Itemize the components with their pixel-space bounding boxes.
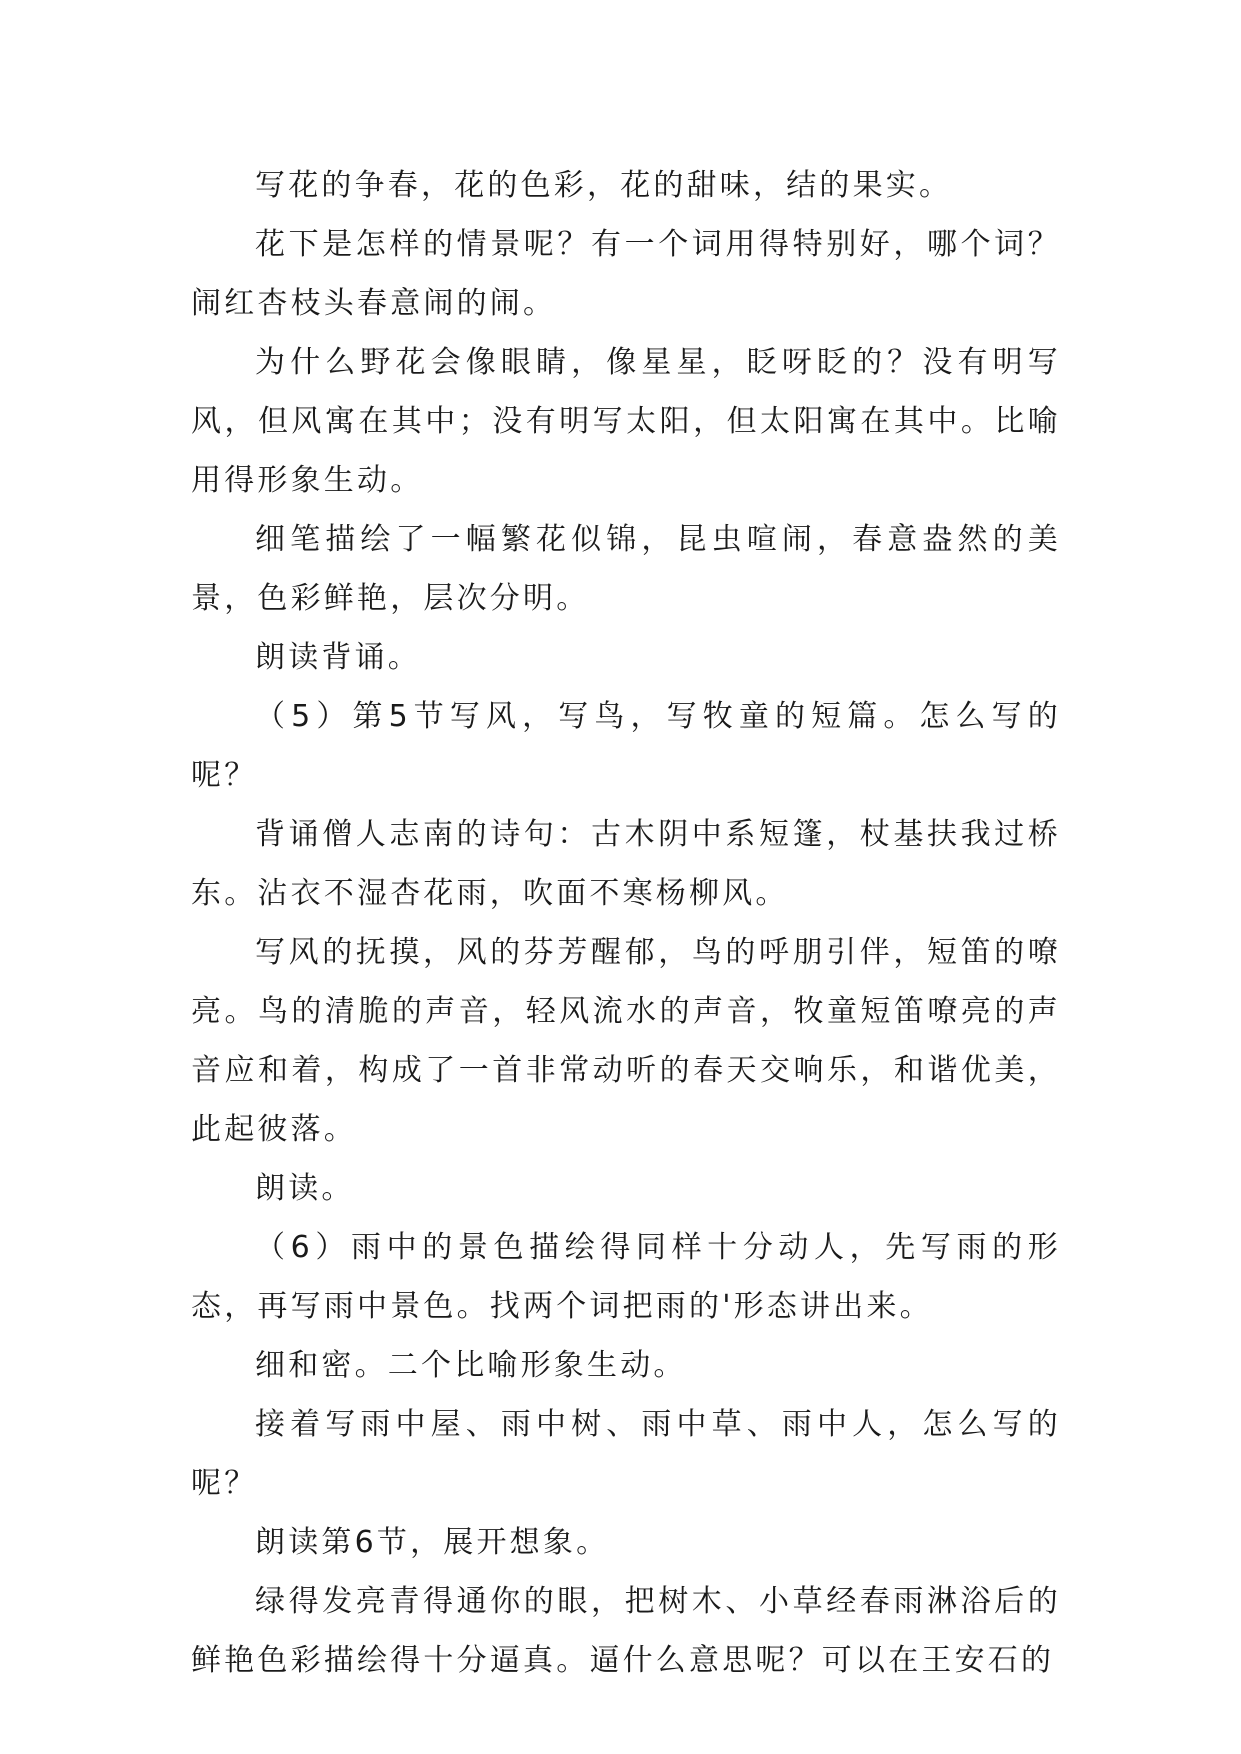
paragraph-section-5: （5）第5节写风，写鸟，写牧童的短篇。怎么写的呢？ [191, 699, 1061, 793]
paragraph-recite: 朗读背诵。 [255, 640, 421, 675]
paragraph-poem: 背诵僧人志南的诗句：古木阴中系短篷，杖基扶我过桥东。沾衣不湿杏花雨，吹面不寒杨柳风。 [191, 817, 1061, 911]
document-body [191, 156, 1061, 1690]
paragraph-fine-brush: 细笔描绘了一幅繁花似锦，昆虫喧闹，春意盎然的美景，色彩鲜艳，层次分明。 [191, 522, 1061, 616]
paragraph-wind-birds: 写风的抚摸，风的芬芳醒郁，鸟的呼朋引伴，短笛的嘹亮。鸟的清脆的声音，轻风流水的声音，牧童短笛嘹亮的声音应和着，构成了一首非常动听的春天交响乐，和谐优美，此起彼落。 [191, 935, 1061, 1147]
paragraph-read-aloud: 朗读。 [255, 1171, 355, 1206]
paragraph-flower-spring: 写花的争春，花的色彩，花的甜味，结的果实。 [255, 168, 953, 203]
paragraph-green-bright: 绿得发亮青得通你的眼，把树木、小草经春雨淋浴后的鲜艳色彩描绘得十分逼真。逼什么意思呢？可以在王安石的 [191, 1584, 1061, 1678]
paragraph-under-flowers: 花下是怎样的情景呢？有一个词用得特别好，哪个词？闹红杏枝头春意闹的闹。 [191, 227, 1061, 321]
paragraph-wildflowers: 为什么野花会像眼睛，像星星，眨呀眨的？没有明写风，但风寓在其中；没有明写太阳，但太阳寓在其中。比喻用得形象生动。 [191, 345, 1061, 498]
paragraph-fine-dense: 细和密。二个比喻形象生动。 [255, 1348, 687, 1383]
paragraph-read-section-6: 朗读第6节，展开想象。 [255, 1525, 610, 1560]
paragraph-rain-scenes: 接着写雨中屋、雨中树、雨中草、雨中人，怎么写的呢？ [191, 1407, 1061, 1501]
paragraph-section-6: （6）雨中的景色描绘得同样十分动人，先写雨的形态，再写雨中景色。找两个词把雨的'形态讲出来。 [191, 1230, 1061, 1324]
